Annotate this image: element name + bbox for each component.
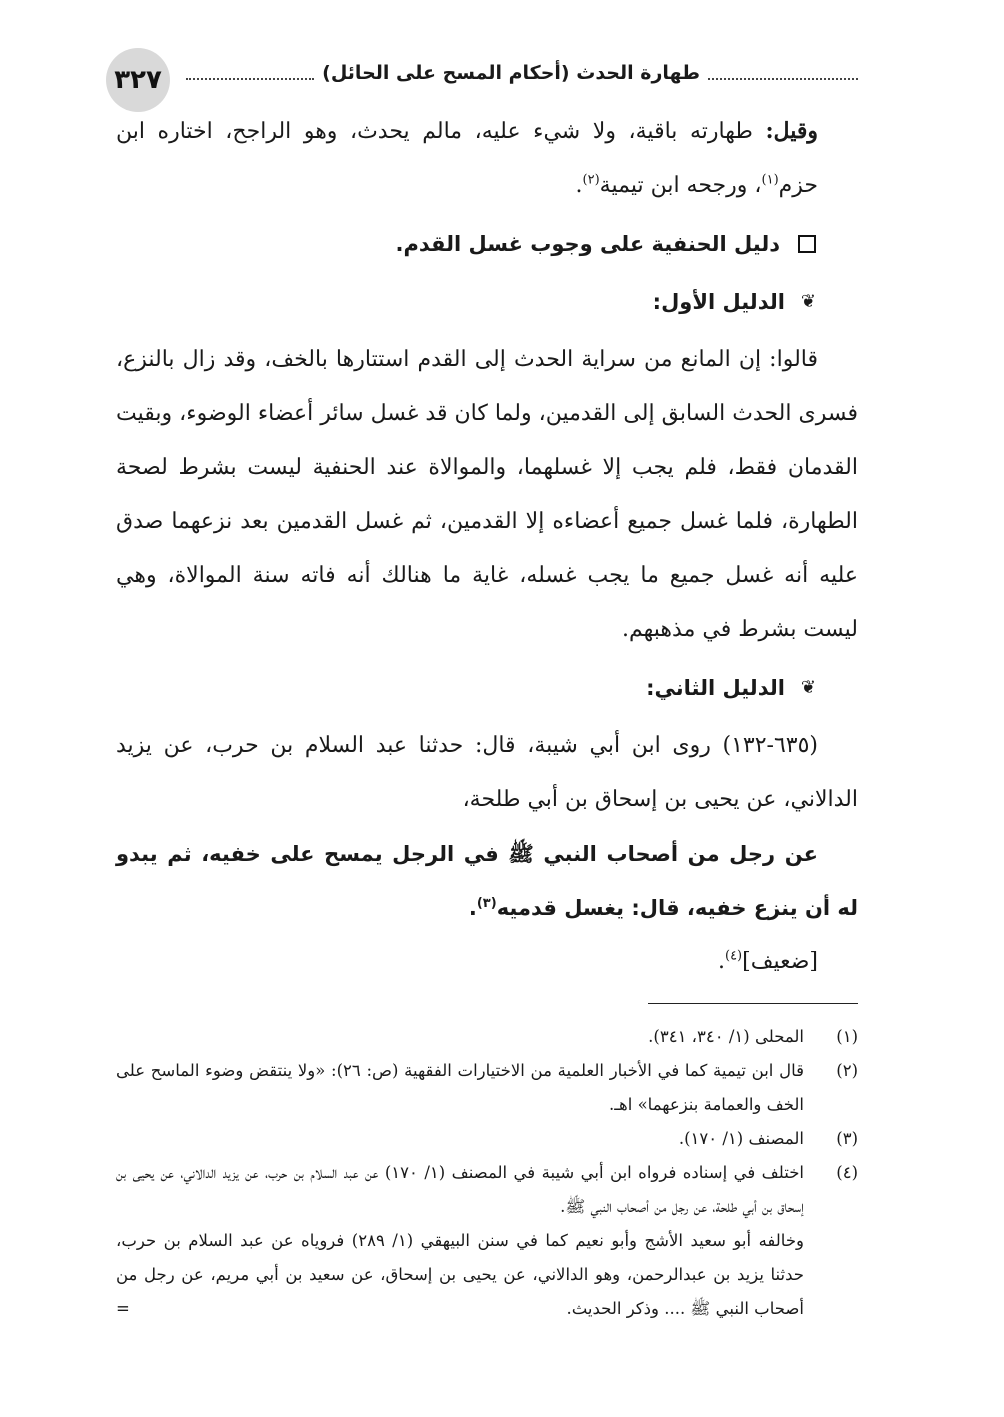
footnote-spacer: [804, 1224, 858, 1326]
square-bullet-icon: [798, 235, 816, 253]
footnote-number: (١): [836, 1027, 858, 1046]
section-heading-second-evidence: [116, 661, 858, 715]
page-number: ٣٢٧: [106, 48, 170, 112]
footnote-2: [116, 1054, 858, 1122]
running-title: طهارة الحدث (أحكام المسح على الحائل): [322, 62, 700, 84]
footnote-number: (٢): [836, 1061, 858, 1080]
footnote-text: اختلف في إسناده فرواه ابن أبي شيبة في المصنف (١/ ١٧٠) عن عبد السلام بن حرب، عن يزيد الدالاني، عن يحيى بن إسحاق بن أبي طلحة، عن رجل من أصحاب النبي ﷺ.: [116, 1163, 804, 1216]
footnote-text: قال ابن تيمية كما في الأخبار العلمية من الاختيارات الفقهية (ص: ٢٦): «ولا ينتقض وضوء الماسح على الخف والعمامة بنزعهما» اهـ.: [116, 1061, 804, 1114]
running-head: [178, 62, 858, 84]
paragraph-first-evidence: [116, 333, 858, 657]
section-heading-hanafi: [116, 217, 858, 271]
continuation-mark: =: [116, 1299, 130, 1318]
paragraph-isnad: [116, 719, 858, 827]
footnotes: [116, 1020, 858, 1326]
footnote-number: (٣): [836, 1129, 858, 1148]
grade-text: [ضعيف]: [742, 949, 818, 974]
footnote-number: (٤): [836, 1163, 858, 1182]
footnote-body: [116, 1224, 804, 1326]
leaf-ornament-icon: ❦: [800, 677, 816, 698]
leader-dots: [186, 78, 314, 80]
hadith-text: [116, 827, 858, 935]
footnote-ref-4[interactable]: (٤): [724, 948, 743, 964]
section-heading-first-evidence: [116, 275, 858, 329]
paragraph-text: ، ورجحه ابن تيمية: [599, 173, 762, 198]
footnote-1: [116, 1020, 858, 1054]
footnote-ref-3[interactable]: (٣): [476, 896, 497, 911]
paragraph-end: .: [575, 173, 583, 198]
footnote-3: [116, 1122, 858, 1156]
paragraph-opinion: [116, 104, 858, 213]
paragraph-text: (٦٣٥-١٣٢) روى ابن أبي شيبة، قال: حدثنا عبد السلام بن حرب، عن يزيد الدالاني، عن يحيى بن إسحاق بن أبي طلحة،: [116, 733, 858, 812]
footnote-4: [116, 1156, 858, 1224]
paragraph-lead: وقيل:: [765, 118, 818, 144]
footnote-separator: [648, 1003, 858, 1004]
leader-dots: [708, 78, 858, 80]
footnote-ref-1[interactable]: (١): [761, 172, 779, 188]
heading-text: الدليل الثاني:: [646, 676, 785, 700]
footnote-text: المصنف (١/ ١٧٠).: [678, 1129, 804, 1148]
footnote-ref-2[interactable]: (٢): [582, 172, 600, 188]
hadith-grade: [116, 935, 858, 989]
document-page: [116, 40, 858, 1326]
grade-end: .: [717, 949, 725, 974]
paragraph-text: قالوا: إن المانع من سراية الحدث إلى القدم استتارها بالخف، وقد زال بالنزع، فسرى الحدث السابق إلى القدمين، ولما كان قد غسل سائر أعضاء الوضوء، وبقيت القدمان فقط، فلم يجب إلا غسلهما، والموالاة عند الحنفية ليست بشرط لصحة الطهارة، فلما غسل جميع أعضاءه إلا القدمين، ثم غسل القدمين بعد نزعهما صدق عليه أنه غسل جميع ما يجب غسله، غاية ما هنالك أنه فاته سنة الموالاة، وهي ليست بشرط في مذهبهم.: [116, 347, 858, 642]
footnote-4-continued: [116, 1224, 858, 1326]
hadith-body: عن رجل من أصحاب النبي ﷺ في الرجل يمسح على خفيه، ثم يبدو له أن ينزع خفيه، قال: يغسل قدميه: [116, 842, 858, 920]
heading-text: دليل الحنفية على وجوب غسل القدم.: [395, 232, 780, 256]
footnote-text: وخالفه أبو سعيد الأشج وأبو نعيم كما في سنن البيهقي (١/ ٢٨٩) فروياه عن عبد السلام بن حرب، حدثنا يزيد بن عبدالرحمن، وهو الدالاني، عن يحيى بن إسحاق، عن سعيد بن أبي مريم، عن رجل من أصحاب النبي ﷺ .... وذكر الحديث.: [116, 1231, 805, 1318]
page-header: [116, 40, 858, 108]
footnote-text: المحلى (١/ ٣٤٠، ٣٤١).: [648, 1027, 804, 1046]
hadith-end: .: [468, 896, 477, 920]
leaf-ornament-icon: ❦: [800, 291, 816, 312]
heading-text: الدليل الأول:: [652, 290, 785, 314]
paragraph-text: طهارته باقية، ولا شيء عليه، مالم يحدث، وهو الراجح، اختاره ابن حزم: [116, 119, 818, 198]
